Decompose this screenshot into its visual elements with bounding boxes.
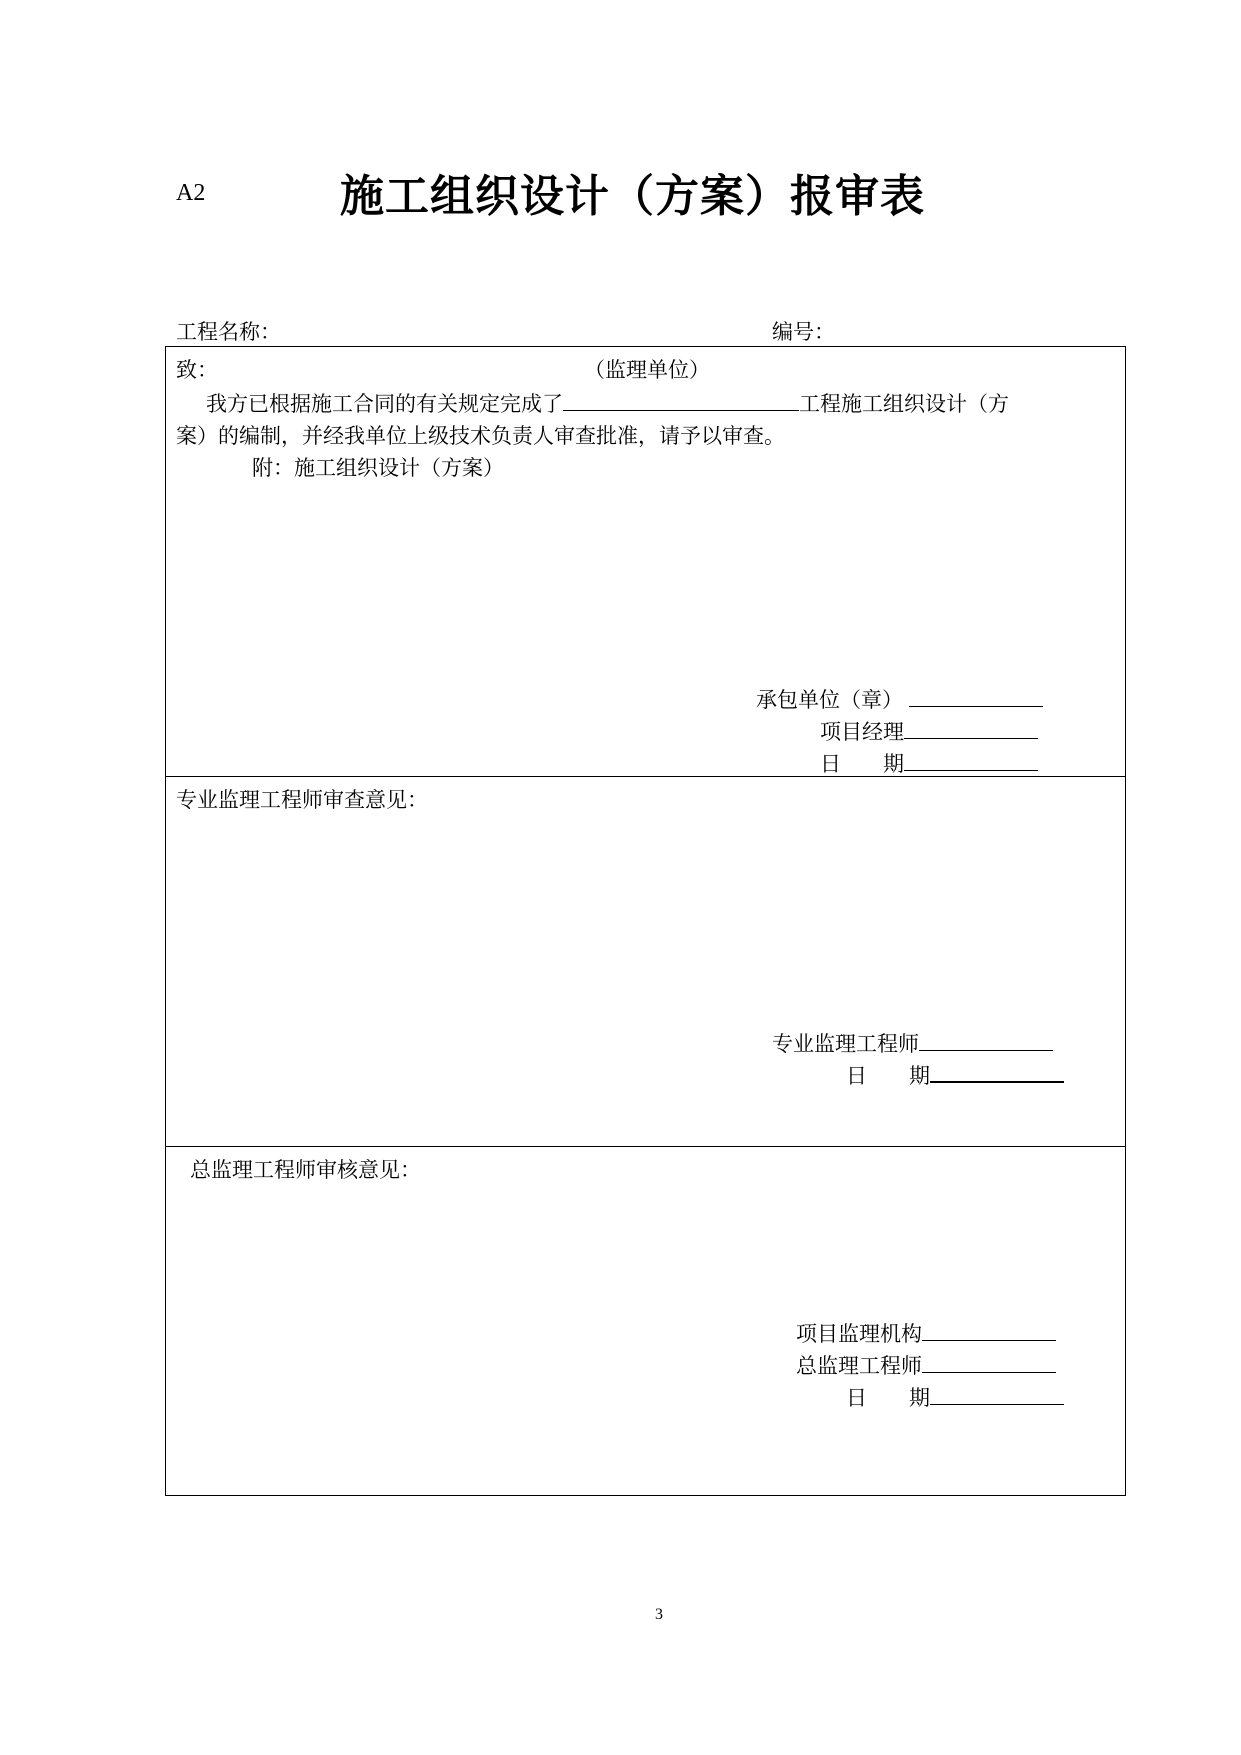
chief-signature-row <box>796 1350 1056 1380</box>
date-row-3 <box>846 1382 1064 1412</box>
body-line-1-suffix: 工程施工组织设计（方 <box>799 392 1009 416</box>
date-row-1 <box>820 748 1038 778</box>
contractor-label: 承包单位（章） <box>756 688 903 712</box>
pm-label: 项目经理 <box>820 720 904 744</box>
form-code: A2 <box>176 180 206 206</box>
pm-blank[interactable] <box>904 737 1038 739</box>
date-label-2: 日 期 <box>846 1064 930 1088</box>
date-label-1: 日 期 <box>820 752 904 776</box>
page-number: 3 <box>655 1606 663 1623</box>
section-divider-2 <box>165 1146 1126 1147</box>
org-label: 项目监理机构 <box>796 1322 922 1346</box>
engineer-signature-row <box>772 1028 1053 1058</box>
project-name-blank[interactable] <box>563 409 799 411</box>
engineer-review-heading: 专业监理工程师审查意见： <box>176 788 428 812</box>
page-title: 施工组织设计（方案）报审表 <box>340 171 925 222</box>
date-row-2 <box>846 1060 1064 1090</box>
pm-signature-row <box>820 716 1038 746</box>
org-blank[interactable] <box>922 1339 1056 1341</box>
to-label: 致： <box>176 358 218 382</box>
date-blank-2[interactable] <box>930 1080 1064 1083</box>
number-label: 编号： <box>772 320 835 344</box>
chief-label: 总监理工程师 <box>796 1354 922 1378</box>
date-label-3: 日 期 <box>846 1386 930 1410</box>
chief-blank[interactable] <box>922 1371 1056 1373</box>
engineer-blank[interactable] <box>919 1049 1053 1051</box>
body-line-2: 案）的编制，并经我单位上级技术负责人审查批准，请予以审查。 <box>176 424 785 448</box>
org-signature-row <box>796 1318 1056 1348</box>
chief-review-heading: 总监理工程师审核意见： <box>190 1158 421 1182</box>
body-line-1-prefix: 我方已根据施工合同的有关规定完成了 <box>206 392 563 416</box>
contractor-signature-row <box>756 684 1043 714</box>
body-line-1 <box>206 388 1009 418</box>
supervisor-unit-label: （监理单位） <box>584 358 710 382</box>
attachment-label: 附：施工组织设计（方案） <box>252 456 504 480</box>
engineer-label: 专业监理工程师 <box>772 1032 919 1056</box>
contractor-blank[interactable] <box>909 705 1043 707</box>
date-blank-3[interactable] <box>930 1403 1064 1405</box>
project-name-label: 工程名称： <box>176 320 281 344</box>
date-blank-1[interactable] <box>904 769 1038 771</box>
